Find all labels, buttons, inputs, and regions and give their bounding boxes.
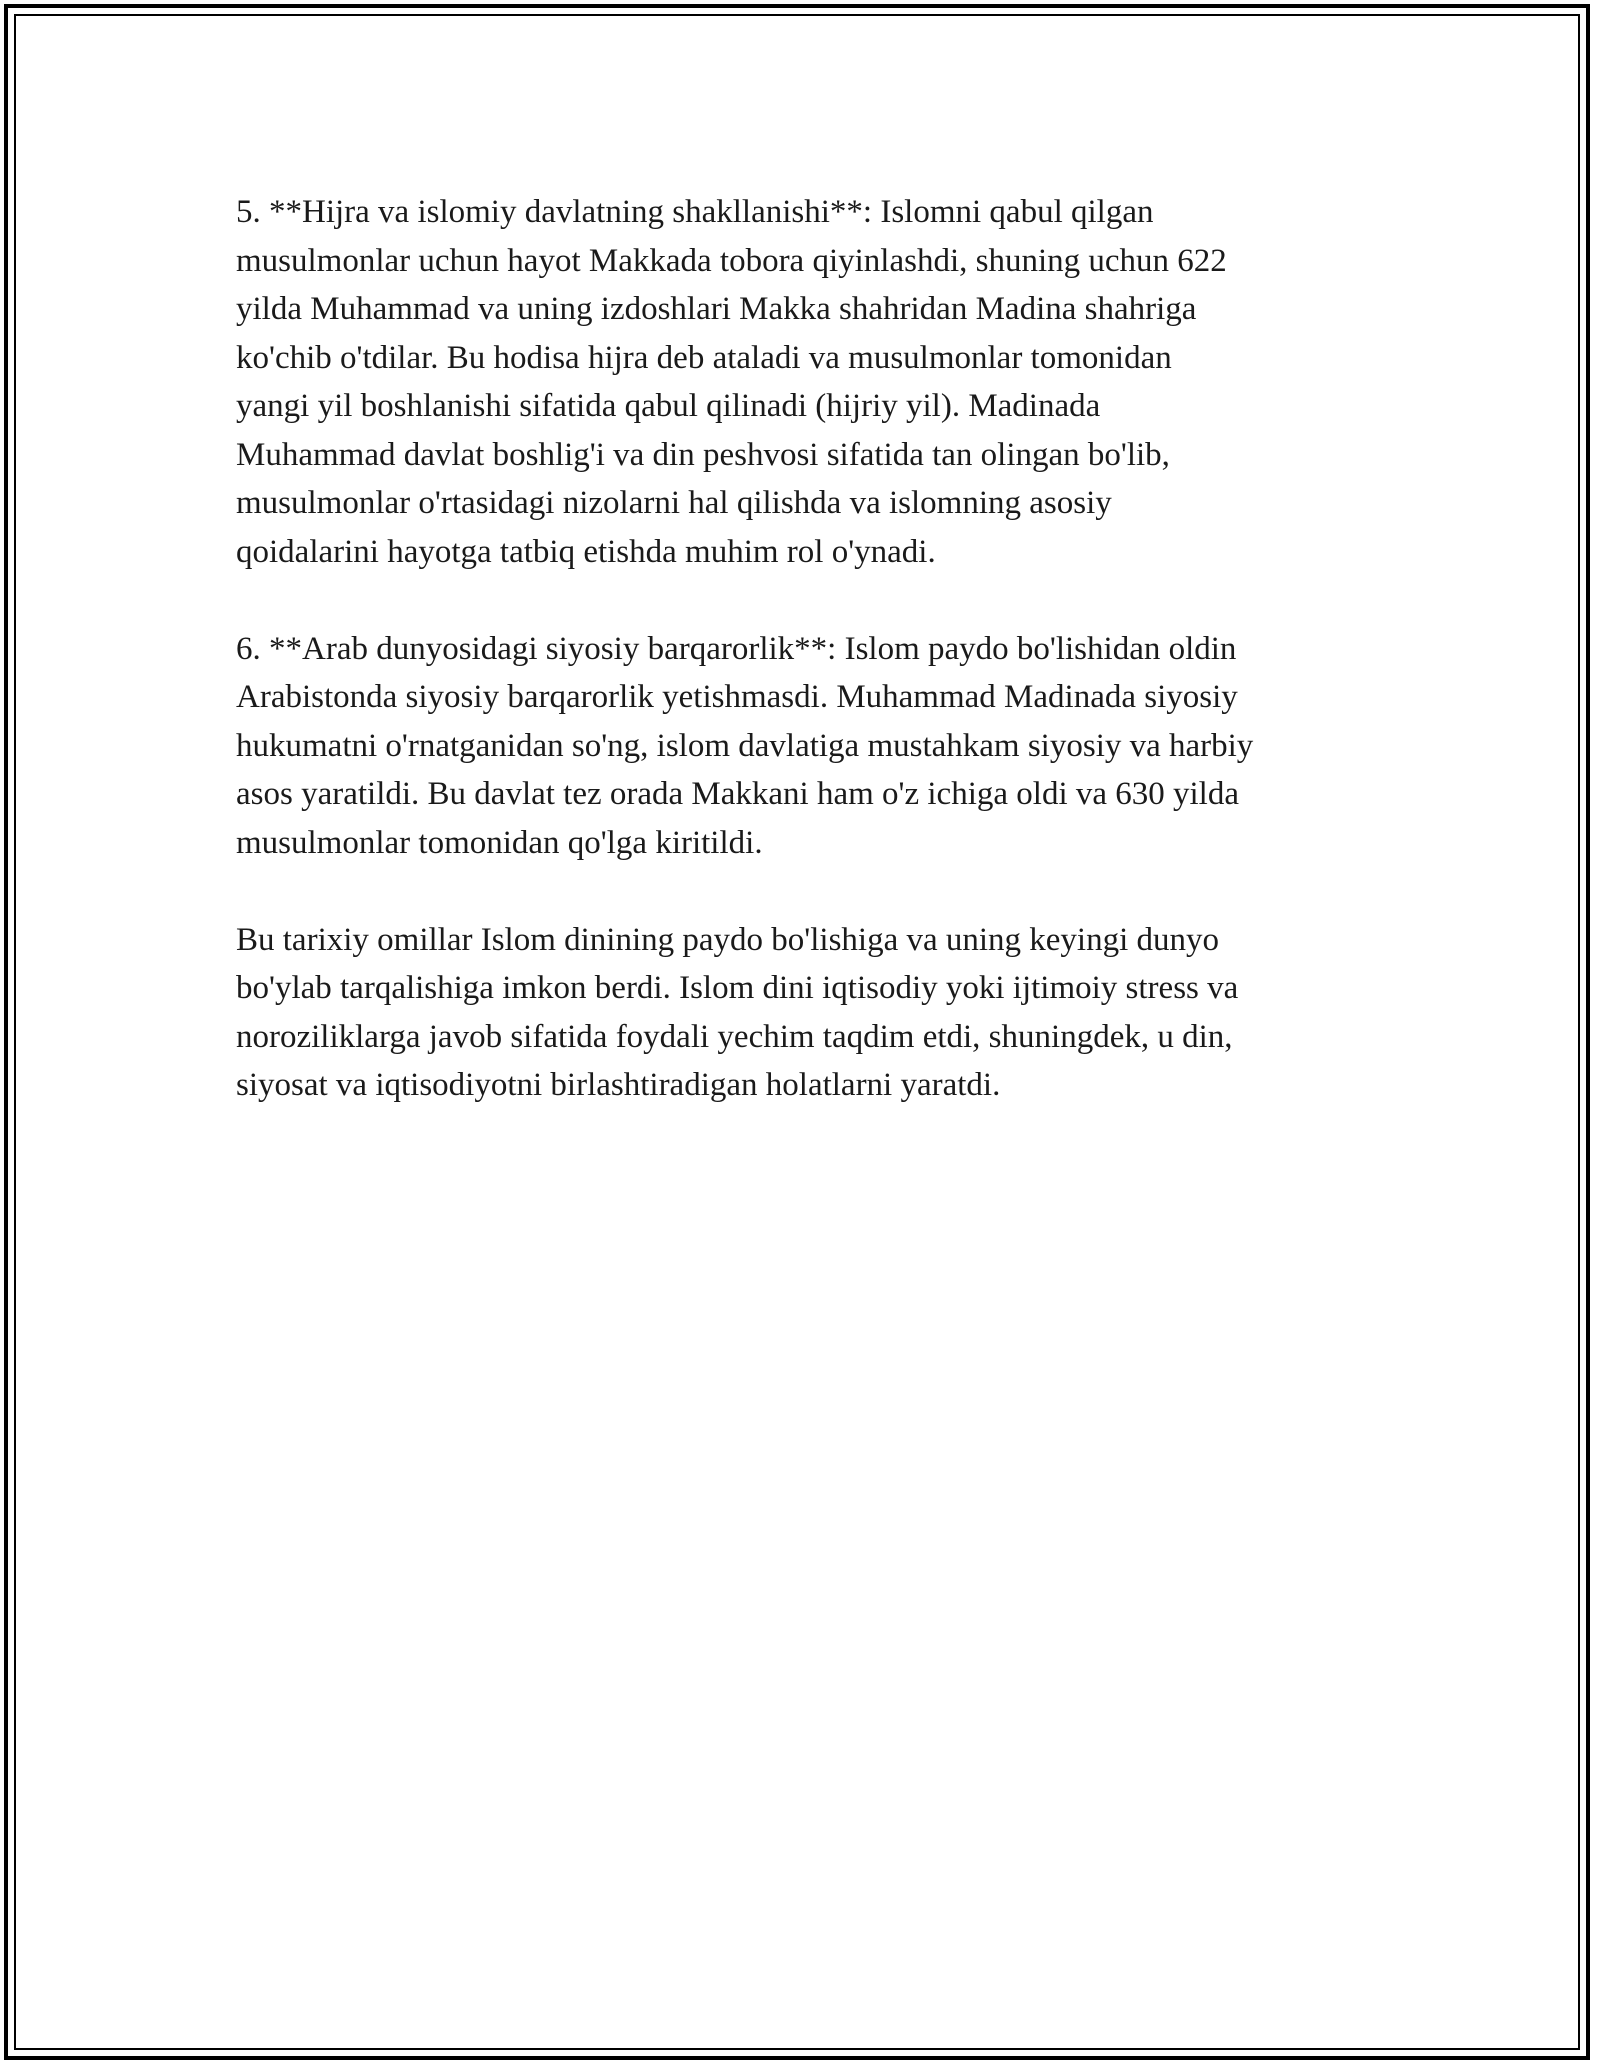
text-line: Arabistonda siyosiy barqarorlik yetishmasdi. Muhammad Madinada siyosiy [236,679,1238,715]
text-line: 5. **Hijra va islomiy davlatning shakllanishi**: Islomni qabul qilgan [236,194,1154,230]
text-line: siyosat va iqtisodiyotni birlashtiradigan holatlarni yaratdi. [236,1067,1001,1103]
text-line: noroziliklarga javob sifatida foydali yechim taqdim etdi, shuningdek, u din, [236,1018,1233,1055]
text-line: asos yaratildi. Bu davlat tez orada Makkani ham o'z ichiga oldi va 630 yilda [236,776,1239,812]
paragraph-hijra [236,188,1386,576]
text-line: yilda Muhammad va uning izdoshlari Makka shahridan Madina shahriga [236,291,1197,327]
text-line: musulmonlar o'rtasidagi nizolarni hal qilishda va islomning asosiy [236,485,1112,521]
text-line: bo'ylab tarqalishiga imkon berdi. Islom dini iqtisodiy yoki ijtimoiy stress va [236,970,1239,1006]
text-line: musulmonlar uchun hayot Makkada tobora qiyinlashdi, shuning uchun 622 [236,242,1227,279]
document-body [236,188,1386,1158]
text-line: yangi yil boshlanishi sifatida qabul qilinadi (hijriy yil). Madinada [236,388,1101,424]
text-line: Muhammad davlat boshlig'i va din peshvosi sifatida tan olingan bo'lib, [236,436,1170,473]
text-line: hukumatni o'rnatganidan so'ng, islom davlatiga mustahkam siyosiy va harbiy [236,727,1254,764]
text-line: Bu tarixiy omillar Islom dinining paydo bo'lishiga va uning keyingi dunyo [236,921,1220,958]
text-line: 6. **Arab dunyosidagi siyosiy barqarorlik**: Islom paydo bo'lishidan oldin [236,630,1237,667]
text-line: ko'chib o'tdilar. Bu hodisa hijra deb ataladi va musulmonlar tomonidan [236,339,1172,376]
paragraph-political-stability [236,625,1386,868]
text-line: musulmonlar tomonidan qo'lga kiritildi. [236,824,763,861]
text-line: qoidalarini hayotga tatbiq etishda muhim rol o'ynadi. [236,533,936,570]
paragraph-conclusion [236,916,1386,1110]
